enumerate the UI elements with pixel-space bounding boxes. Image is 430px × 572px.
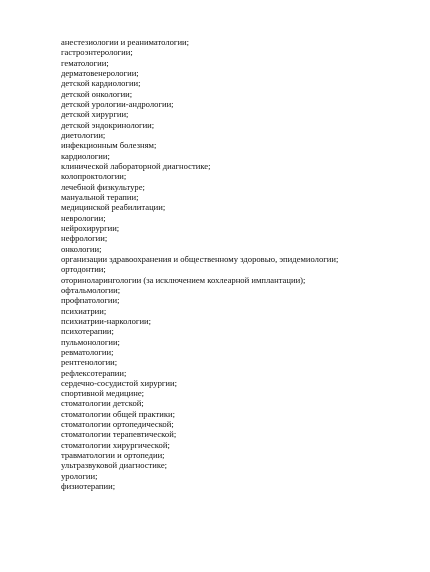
list-item: гастроэнтерологии;	[61, 47, 133, 58]
list-item: рефлексотерапии;	[61, 367, 127, 378]
list-item: анестезиологии и реаниматологии;	[61, 37, 190, 47]
specialty-list	[61, 37, 338, 491]
list-item: неврологии;	[61, 212, 106, 223]
list-item: нейрохирургии;	[61, 222, 120, 233]
list-item: ультразвуковой диагностике;	[61, 460, 168, 471]
list-item: гематологии;	[61, 57, 109, 68]
list-item: нефрологии;	[61, 233, 108, 244]
list-item: пульмонологии;	[61, 336, 120, 347]
list-item: онкологии;	[61, 243, 102, 254]
list-item: дерматовенерологии;	[61, 67, 139, 78]
list-item: профпатологии;	[61, 295, 120, 306]
list-item: стоматологии детской;	[61, 398, 144, 409]
list-item: спортивной медицине;	[61, 388, 145, 399]
list-item: рентгенологии;	[61, 357, 118, 368]
list-item: кардиологии;	[61, 150, 110, 161]
list-item: оториноларингологии (за исключением кохлеарной имплантации);	[61, 274, 306, 285]
list-item: инфекционным болезням;	[61, 140, 157, 151]
list-item: организации здравоохранения и общественному здоровью, эпидемиологии;	[61, 253, 339, 264]
list-item: стоматологии общей практики;	[61, 408, 175, 419]
list-item: психиатрии;	[61, 305, 107, 316]
list-item: офтальмологии;	[61, 284, 121, 295]
list-item: стоматологии терапевтической;	[61, 429, 177, 440]
list-item: лечебной физкультуре;	[61, 181, 145, 192]
list-item: детской кардиологии;	[61, 78, 141, 89]
list-item: урологии;	[61, 470, 98, 481]
list-item: колопроктологии;	[61, 171, 127, 182]
list-item: стоматологии ортопедической;	[61, 419, 174, 430]
list-item: детской хирургии;	[61, 109, 129, 120]
list-item: детской эндокринологии;	[61, 119, 155, 130]
list-item: травматологии и ортопедии;	[61, 450, 165, 461]
list-item: психиатрии-наркологии;	[61, 315, 152, 326]
list-item: физиотерапии;	[61, 481, 116, 492]
list-item: детской онкологии;	[61, 88, 133, 99]
list-item: сердечно-сосудистой хирургии;	[61, 377, 178, 388]
list-item: медицинской реабилитации;	[61, 202, 166, 213]
list-item: ревматологии;	[61, 346, 114, 357]
list-item: ортодонтии;	[61, 264, 106, 275]
list-item: психотерапии;	[61, 326, 114, 337]
list-item: стоматологии хирургической;	[61, 439, 170, 450]
list-item: детской урологии-андрологии;	[61, 98, 174, 109]
list-item: диетологии;	[61, 129, 106, 140]
list-item: мануальной терапии;	[61, 191, 139, 202]
list-item: клинической лабораторной диагностике;	[61, 160, 211, 171]
